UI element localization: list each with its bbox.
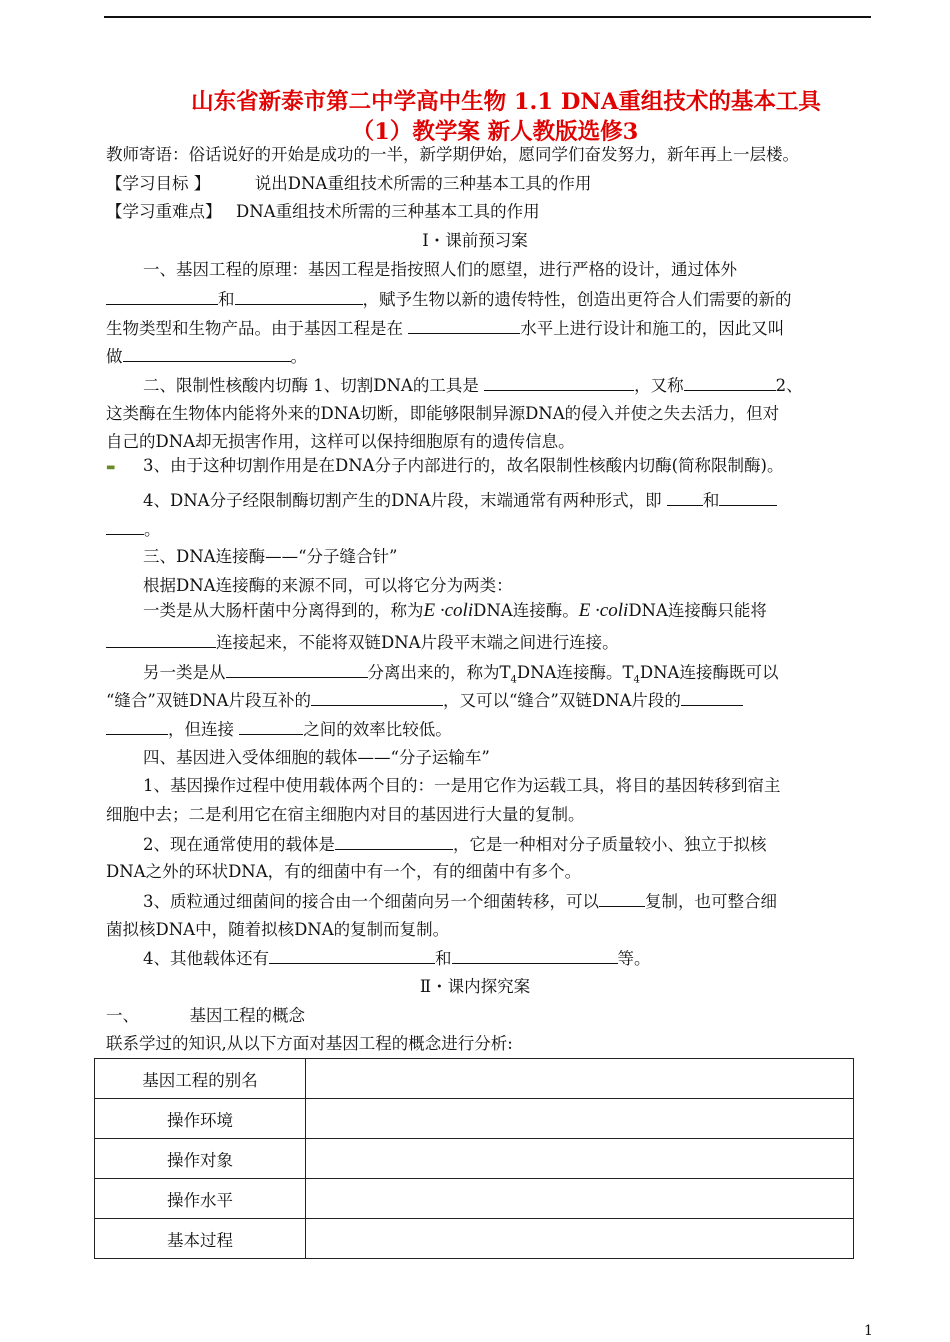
text-segment: 分离出来的，称为T [367, 663, 511, 682]
vector-line3 [143, 834, 767, 855]
subscript: 4 [510, 674, 517, 686]
table-row [95, 1219, 854, 1259]
section-heading-inquiry: Ⅱ・课内探究案 [419, 977, 531, 996]
blank-field[interactable] [311, 690, 443, 706]
ecoli-term: E ·coli [423, 600, 474, 621]
ligase-line3 [106, 632, 619, 653]
learning-key-points [106, 202, 540, 222]
blank-field[interactable] [106, 289, 218, 305]
text-segment: 3、质粒通过细菌间的接合由一个细菌向另一个细菌转移，可以 [143, 892, 599, 911]
blank-field[interactable] [239, 719, 303, 735]
text-segment: 等。 [617, 949, 651, 968]
text-segment: 4、其他载体还有 [143, 949, 269, 968]
table-row-label: 操作环境 [95, 1099, 306, 1139]
text-segment: DNA连接酶只能将 [628, 601, 767, 620]
table-row-label: 基因工程的别名 [95, 1059, 306, 1099]
table-row [95, 1139, 854, 1179]
key-points-label: 【学习重难点】 [106, 202, 222, 221]
table-answer-cell[interactable] [306, 1059, 854, 1099]
text-segment: ，又称 [634, 376, 684, 395]
blank-field[interactable] [684, 375, 776, 391]
table-answer-cell[interactable] [306, 1179, 854, 1219]
text-segment: DNA连接酶。 [473, 601, 579, 620]
text-segment: 连接起来，不能将双链DNA片段平末端之间进行连接。 [216, 633, 619, 652]
text-segment: 和 [218, 290, 235, 309]
blank-field[interactable] [106, 719, 168, 735]
table-row-label: 操作水平 [95, 1179, 306, 1219]
concept-lead: 联系学过的知识,从以下方面对基因工程的概念进行分析: [106, 1034, 513, 1053]
ligase-line5 [106, 690, 743, 711]
text-segment: DNA连接酶。T [516, 663, 634, 682]
blank-field[interactable] [123, 346, 291, 362]
text-segment: 2、 [775, 376, 803, 395]
concept-analysis-table [94, 1058, 854, 1259]
principle-line1: 一、基因工程的原理：基因工程是指按照人们的愿望，进行严格的设计，通过体外 [143, 260, 737, 279]
learning-goal [106, 174, 591, 194]
table-row [95, 1179, 854, 1219]
text-segment: 2、现在通常使用的载体是 [143, 835, 335, 854]
text-segment: 之间的效率比较低。 [303, 720, 452, 739]
text-segment: 和 [702, 491, 720, 510]
text-segment: 另一类是从 [143, 663, 226, 682]
page-number: 1 [864, 1323, 873, 1339]
text-segment: 水平上进行设计和施工的，因此又叫 [520, 319, 785, 338]
vector-line7 [143, 948, 651, 969]
blank-field[interactable] [408, 318, 520, 334]
restriction-line4: 3、由于这种切割作用是在DNA分子内部进行的，故名限制性核酸内切酶(简称限制酶)。 [143, 456, 784, 475]
principle-line2 [106, 289, 792, 310]
table-row-label: 基本过程 [95, 1219, 306, 1259]
blank-field[interactable] [681, 690, 743, 706]
text-segment: ，赋予生物以新的遗传特性，创造出更符合人们需要的新的 [362, 290, 792, 309]
text-segment: ，又可以“缝合”双链DNA片段的 [442, 691, 681, 710]
principle-line3 [106, 318, 784, 339]
heading-number: 一、 [106, 1006, 139, 1025]
vector-line1: 1、基因操作过程中使用载体两个目的：一是用它作为运载工具，将目的基因转移到宿主 [143, 776, 781, 795]
table-row-label: 操作对象 [95, 1139, 306, 1179]
subscript: 4 [633, 674, 640, 686]
table-answer-cell[interactable] [306, 1139, 854, 1179]
text-segment: 。 [144, 520, 161, 539]
table-answer-cell[interactable] [306, 1099, 854, 1139]
text-segment: 二、限制性核酸内切酶 1、切割DNA的工具是 [143, 376, 479, 395]
text-segment: ，它是一种相对分子质量较小、独立于拟核 [453, 835, 767, 854]
text-segment: 。 [290, 347, 307, 366]
blank-field[interactable] [719, 490, 777, 506]
margin-mark: ▬ [106, 462, 116, 473]
teacher-message: 教师寄语：俗话说好的开始是成功的一半，新学期伊始，愿同学们奋发努力，新年再上一层楼。 [106, 145, 799, 164]
blank-field[interactable] [106, 632, 216, 648]
text-segment: “缝合”双链DNA片段互补的 [106, 691, 311, 710]
text-segment: ，但连接 [168, 720, 234, 739]
restriction-line3: 自己的DNA却无损害作用，这样可以保持细胞原有的遗传信息。 [106, 432, 575, 451]
table-row [95, 1059, 854, 1099]
vector-heading: 四、基因进入受体细胞的载体——“分子运输车” [143, 748, 490, 767]
blank-field[interactable] [599, 891, 645, 907]
restriction-line5 [143, 490, 777, 511]
text-segment: 生物类型和生物产品。由于基因工程是在 [106, 319, 403, 338]
learning-goal-text: 说出DNA重组技术所需的三种基本工具的作用 [254, 174, 592, 193]
text-segment: DNA连接酶既可以 [639, 663, 779, 682]
ligase-line1: 根据DNA连接酶的来源不同，可以将它分为两类： [143, 576, 513, 595]
blank-field[interactable] [269, 948, 435, 964]
text-segment: 做 [106, 347, 123, 366]
heading-text: 基因工程的概念 [189, 1006, 305, 1025]
document-title-line2: （1）教学案 新人教版选修3 [351, 119, 639, 145]
blank-field[interactable] [452, 948, 618, 964]
blank-field[interactable] [226, 662, 368, 678]
table-row [95, 1099, 854, 1139]
concept-heading [106, 1006, 305, 1026]
ligase-line6 [106, 719, 452, 740]
key-points-text: DNA重组技术所需的三种基本工具的作用 [236, 202, 540, 221]
table-answer-cell[interactable] [306, 1219, 854, 1259]
ligase-line4 [143, 662, 778, 690]
ligase-line2 [143, 601, 767, 621]
blank-field[interactable] [484, 375, 634, 391]
ligase-heading: 三、DNA连接酶——“分子缝合针” [143, 547, 398, 566]
principle-line4 [106, 346, 307, 367]
vector-line4: DNA之外的环状DNA，有的细菌中有一个，有的细菌中有多个。 [106, 862, 582, 881]
ecoli-term: E ·coli [578, 600, 629, 621]
restriction-line6 [106, 519, 161, 540]
vector-line6: 菌拟核DNA中，随着拟核DNA的复制而复制。 [106, 920, 450, 939]
section-heading-preview: Ⅰ・课前预习案 [422, 231, 528, 250]
text-segment: 4、DNA分子经限制酶切割产生的DNA片段，末端通常有两种形式，即 [143, 491, 662, 510]
blank-field[interactable] [667, 490, 703, 506]
restriction-line2: 这类酶在生物体内能将外来的DNA切断，即能够限制异源DNA的侵入并使之失去活力，但对 [106, 404, 780, 423]
header-rule [104, 16, 871, 18]
blank-field[interactable] [235, 289, 363, 305]
blank-field[interactable] [335, 834, 453, 850]
blank-field[interactable] [106, 519, 144, 535]
restriction-line1 [143, 375, 803, 396]
vector-line5 [143, 891, 777, 912]
text-segment: 复制，也可整合细 [645, 892, 777, 911]
learning-goal-label: 【学习目标 】 [106, 174, 211, 193]
text-segment: 和 [435, 949, 452, 968]
document-title-line1: 山东省新泰市第二中学高中生物 1.1 DNA重组技术的基本工具 [191, 89, 821, 115]
vector-line2: 细胞中去；二是利用它在宿主细胞内对目的基因进行大量的复制。 [106, 805, 585, 824]
text-segment: 一类是从大肠杆菌中分离得到的，称为 [143, 601, 424, 620]
